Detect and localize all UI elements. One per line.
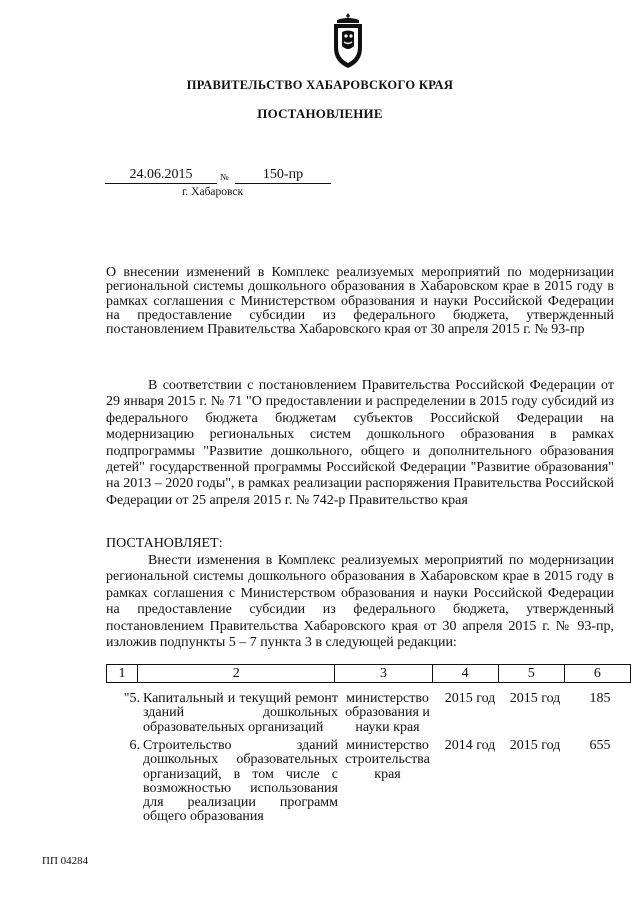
- document-city: г. Хабаровск: [182, 186, 244, 198]
- row-amount: 655: [589, 738, 611, 753]
- resolves-heading: ПОСТАНОВЛЯЕТ:: [106, 536, 223, 551]
- column-number: 6: [564, 665, 630, 683]
- column-number-header: [106, 664, 631, 683]
- column-number: 1: [107, 665, 138, 683]
- government-title: ПРАВИТЕЛЬСТВО ХАБАРОВСКОГО КРАЯ: [186, 78, 454, 92]
- row-executor: министерство строительства края: [345, 738, 430, 782]
- document-kind-title: ПОСТАНОВЛЕНИЕ: [257, 106, 383, 121]
- document-subject: О внесении изменений в Комплекс реализуемых мероприятий по модернизации региональной системы дошкольного образования в Хабаровском крае в 2015 году в рамках соглашения с Министерством образования и науки Российской Федерации на предоставление субсидии из федерального бюджета, утвержденный постановлением Правительства Хабаровского края от 30 апреля 2015 г. № 93-пр: [106, 265, 614, 338]
- footer-code: ПП 04284: [42, 855, 89, 867]
- row-activity: Строительство зданий дошкольных образовательных организаций, в том числе с возможностью использования для реализации программ общего образования: [143, 738, 338, 825]
- column-number: 2: [138, 665, 335, 683]
- document-date: 24.06.2015: [105, 167, 217, 184]
- row-end-year: 2015 год: [509, 738, 561, 753]
- row-number: 6.: [129, 738, 140, 753]
- row-start-year: 2014 год: [444, 738, 496, 753]
- date-number-line: [105, 167, 345, 187]
- coat-of-arms-icon: [328, 12, 368, 70]
- number-sign: №: [220, 172, 229, 182]
- row-amount: 185: [589, 691, 611, 706]
- row-start-year: 2015 год: [444, 691, 496, 706]
- row-end-year: 2015 год: [509, 691, 561, 706]
- column-number: 3: [335, 665, 432, 683]
- document-number: 150-пр: [235, 167, 331, 184]
- column-number: 4: [432, 665, 498, 683]
- row-executor: министерство образования и науки края: [345, 691, 430, 735]
- row-activity: Капитальный и текущий ремонт зданий дошкольных образовательных организаций: [143, 691, 338, 735]
- column-number: 5: [498, 665, 564, 683]
- row-number: "5.: [123, 691, 140, 706]
- preamble-paragraph: В соответствии с постановлением Правительства Российской Федерации от 29 января 2015 г. № 71 "О предоставлении и распределении в 2015 году субсидий из федерального бюджета бюджетам субъектов Российской Федерации на модернизацию региональных систем дошкольного образования в рамках подпрограммы "Развитие дошкольного, общего и дополнительного образования детей" государственной программы Российской Федерации "Развитие образования" на 2013 – 2020 годы", в рамках реализации распоряжения Правительства Российской Федерации от 25 апреля 2015 г. № 742-р Правительство края: [106, 378, 614, 508]
- resolution-paragraph: Внести изменения в Комплекс реализуемых мероприятий по модернизации региональной системы дошкольного образования в Хабаровском крае в 2015 году в рамках соглашения с Министерством образования и науки Российской Федерации на предоставление субсидии из федерального бюджета, утвержденный постановлением Правительства Хабаровского края от 30 апреля 2015 г. № 93-пр, изложив подпункты 5 – 7 пункта 3 в следующей редакции:: [106, 553, 614, 651]
